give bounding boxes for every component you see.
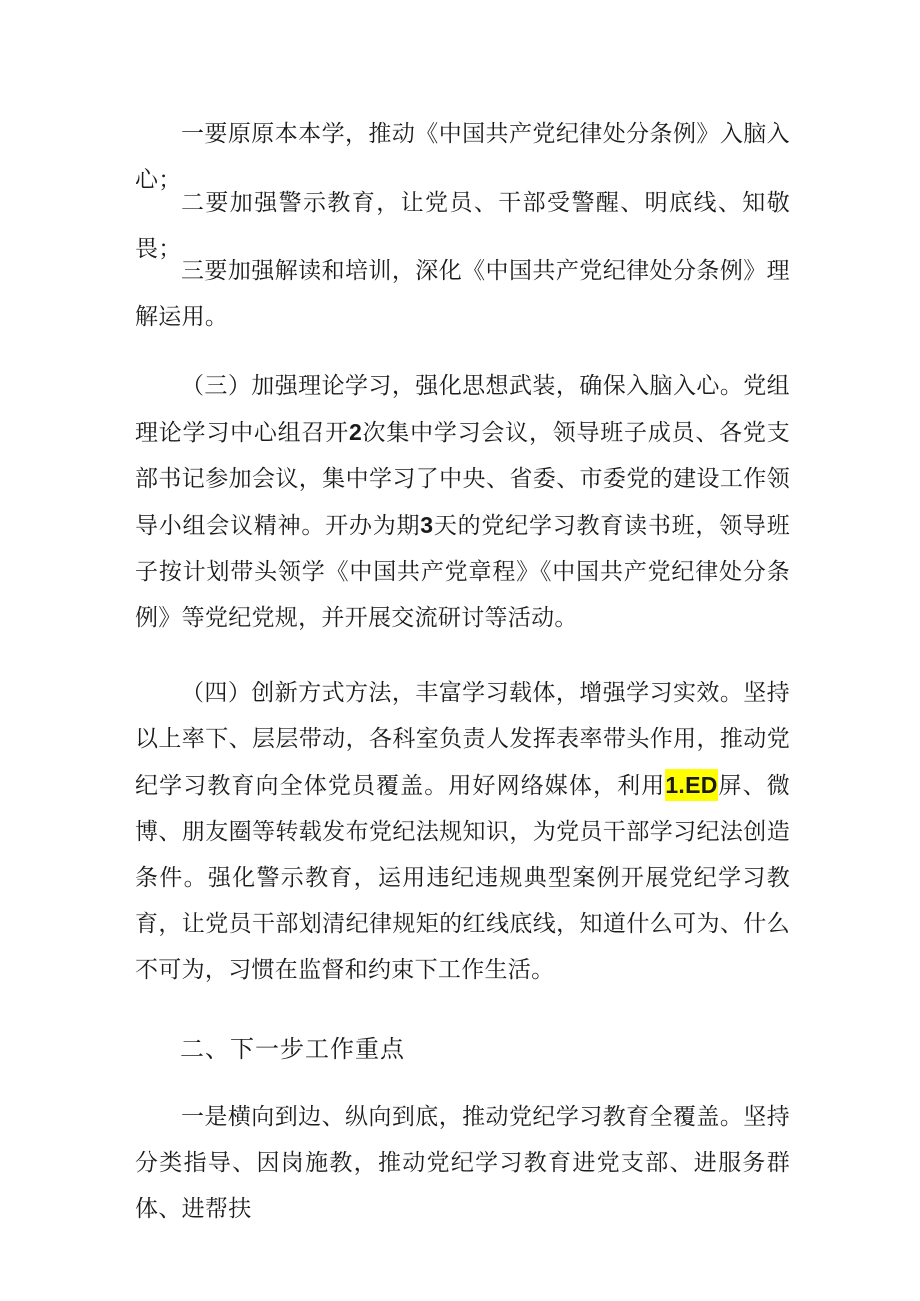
paragraph-section-3-text-a: （三）加强理论学习，强化思想武装，确保入脑入心。党组理论学习中心组召开 <box>135 373 790 446</box>
section-heading: 二、下一步工作重点 <box>180 1035 405 1063</box>
paragraph-section-3-text-c: 天的党纪学习教育读书班，领导班子按计划带头领学《中国共产党章程》《中国共产党纪律处分条例》等党纪党规，并开展交流研讨等活动。 <box>135 513 790 631</box>
meeting-count: 2 <box>348 419 363 445</box>
paragraph-section-4-text-a: （四）创新方式方法，丰富学习载体，增强学习实效。坚持以上率下、层层带动，各科室负责人发挥表率带头作用，推动党纪学习教育向全体党员覆盖。用好网络媒体，利用 <box>135 680 790 799</box>
paragraph-section-3 <box>135 363 790 641</box>
study-days: 3 <box>420 512 434 538</box>
paragraph-next-steps-1: 一是横向到边、纵向到底，推动党纪学习教育全覆盖。坚持分类指导、因岗施教，推动党纪学习教育进党支部、进服务群体、进帮扶 <box>135 1104 790 1222</box>
paragraph-section-4 <box>135 670 790 993</box>
paragraph-section-3-text-b: 次集中学习会议，领导班子成员、各党支部书记参加会议，集中学习了中央、省委、市委党的建设工作领导小组会议精神。开办为期 <box>135 420 790 539</box>
highlighted-led-text: 1.ED <box>665 769 717 801</box>
paragraph-3: 三要加强解读和培训，深化《中国共产党纪律处分条例》理解运用。 <box>135 258 790 330</box>
paragraph-section-4-text-b: 屏、微博、朋友圈等转载发布党纪法规知识，为党员干部学习纪法创造条件。强化警示教育，运用违纪违规典型案例开展党纪学习教育，让党员干部划清纪律规矩的红线底线，知道什么可为、什么不可为，习惯在监督和约束下工作生活。 <box>135 773 790 983</box>
paragraph-1: 一要原原本本学，推动《中国共产党纪律处分条例》入脑入心； <box>135 121 790 193</box>
paragraph-2: 二要加强警示教育，让党员、干部受警醒、明底线、知敬畏； <box>135 190 790 262</box>
